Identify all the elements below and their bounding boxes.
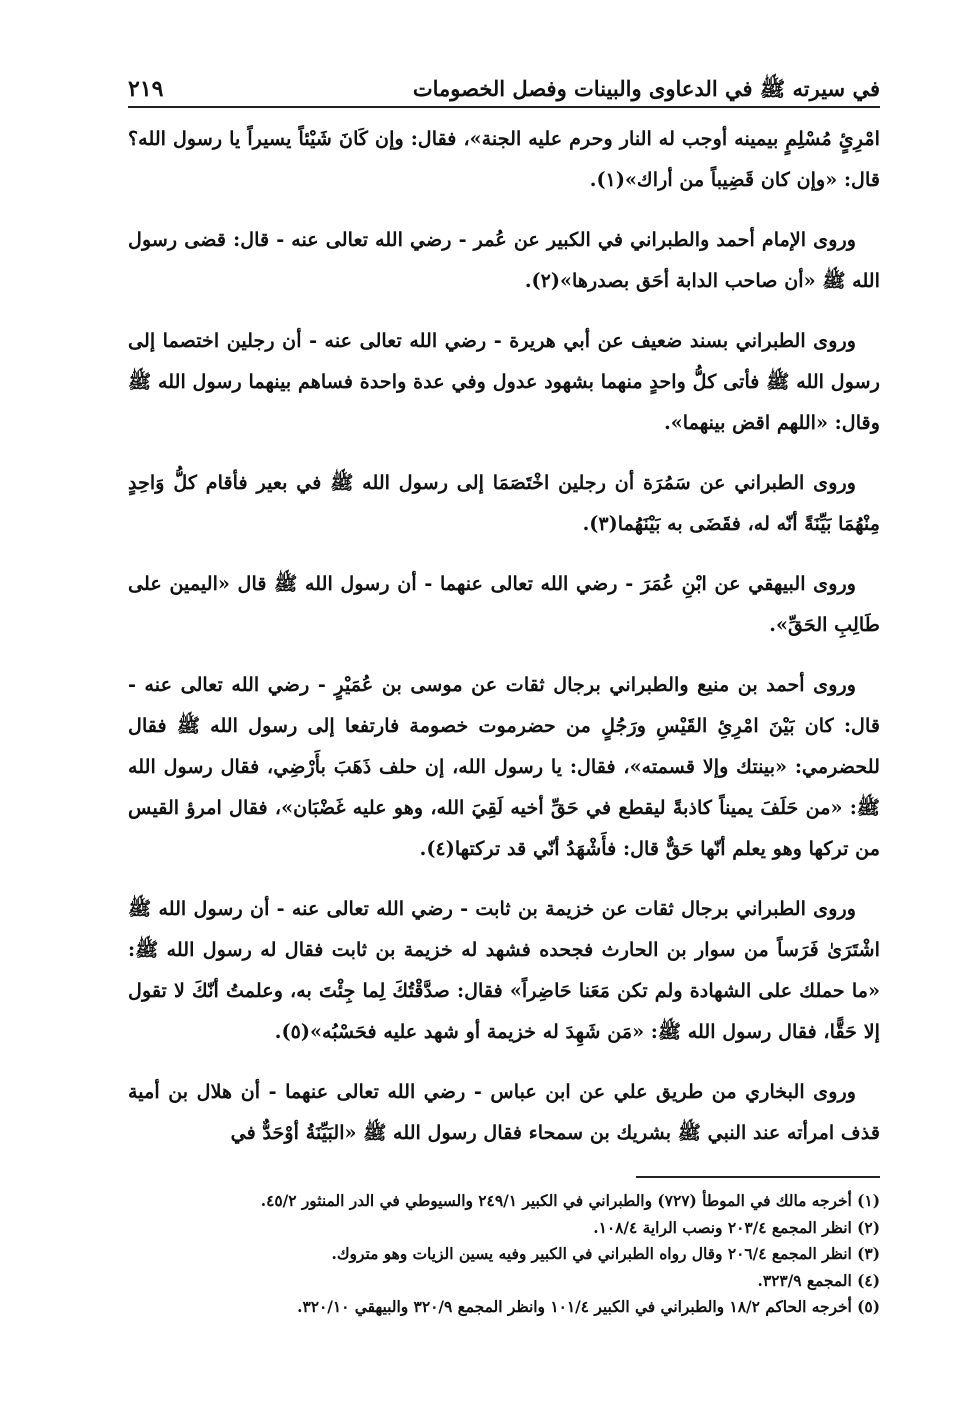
paragraph-6: وروى أحمد بن منيع والطبراني برجال ثقات عن موسى بن عُمَيْرٍ - رضي الله تعالى عنه - قال: كان بَيْنَ امْرِئِ القَيْسِ ورَجُلٍ من حضرموت خصومة فارتفعا إلى رسول الله ﷺ فقال للحضرمي: «بينتك وإلا قسمته»، فقال: يا رسول الله، إن حلف ذَهَبَ بأَرْضِي، فقال رسول الله ﷺ: «من حَلَفَ يميناً كاذبةً ليقطع في حَقِّ أخيه لَقِيَ الله، وهو عليه غَضْبَان»، فقال امرؤ القيس من تركها وهو يعلم أنّها حَقٌّ قال: فأَشْهَدُ أنّي قد تركتها(٤). — [128, 673, 880, 860]
footnote-2: (٢) انظر المجمع ٢٠٣/٤ ونصب الراية ١٠٨/٤. — [593, 1218, 880, 1237]
page-number: ٢١٩ — [128, 76, 164, 102]
footnote-3: (٣) انظر المجمع ٢٠٦/٤ وقال رواه الطبراني في الكبير وفيه يسين الزيات وهو متروك. — [331, 1245, 880, 1263]
running-title: في سيرته ﷺ في الدعاوى والبينات وفصل الخصومات — [412, 76, 880, 101]
footnote-5: (٥) أخرجه الحاكم ١٨/٢ والطبراني في الكبير ١٠١/٤ وانظر المجمع ٣٢٠/٩ والبيهقي ٣٢٠/١٠. — [297, 1298, 880, 1316]
footnote-4: (٤) المجمع ٣٢٣/٩. — [757, 1271, 880, 1290]
body-text — [128, 118, 880, 1172]
paragraph-8: وروى البخاري من طريق علي عن ابن عباس - رضي الله تعالى عنهما - أن هلال بن أمية قذف امرأته عند النبي ﷺ بشريك بن سمحاء فقال رسول الله ﷺ «البَيِّنَةُ أوْحَدٌّ في — [128, 1080, 880, 1144]
footnote-1: (١) أخرجه مالك في الموطأ (٧٢٧) والطبراني في الكبير ٢٤٩/١ والسيوطي في الدر المنثور ٤٥/٢. — [260, 1192, 880, 1210]
paragraph-3: وروى الطبراني بسند ضعيف عن أبي هريرة - رضي الله تعالى عنه - أن رجلين اختصما إلى رسول الله ﷺ فأتى كلُّ واحدٍ منهما بشهود عدول وفي عدة واحدة فساهم بينهما رسول الله ﷺ وقال: «اللهم اقض بينهما». — [128, 329, 880, 434]
paragraph-5: وروى البيهقي عن ابْنِ عُمَرَ - رضي الله تعالى عنهما - أن رسول الله ﷺ قال «اليمين على طَالِبِ الحَقِّ». — [128, 572, 880, 636]
running-header — [128, 70, 880, 104]
paragraph-1: امْرِئٍ مُسْلِمٍ بيمينه أوجب له النار وحرم عليه الجنة»، فقال: وإن كَانَ شَيْئاً يسيراً يا رسول الله؟ قال: «وإن كان قَضِيباً من أراك»(١). — [128, 127, 880, 191]
footnote-rule — [636, 1176, 880, 1178]
paragraph-4: وروى الطبراني عن سَمُرَة أن رجلين اخْتَصَمَا إلى رسول الله ﷺ في بعير فأقام كلُّ وَاحِدٍ مِنْهُمَا بَيِّنَةً أنّه له، فقَضَى به بَيْنَهُما(٣). — [128, 471, 880, 535]
paragraph-2: وروى الإمام أحمد والطبراني في الكبير عن عُمر - رضي الله تعالى عنه - قال: قضى رسول الله ﷺ «أن صاحب الدابة أحَق بصدرها»(٢). — [128, 228, 880, 292]
paragraph-7: وروى الطبراني برجال ثقات عن خزيمة بن ثابت - رضي الله تعالى عنه - أن رسول الله ﷺ اشْتَرَىٰ فَرَساً من سوار بن الحارث فجحده فشهد له خزيمة بن ثابت فقال له رسول الله ﷺ: «ما حملك على الشهادة ولم تكن مَعَنا حَاضِراً» فقال: صدَّقْتُكَ لِما جِئْتَ به، وعلمتُ أنّكَ لا تقول إلا حَقًّا، فقال رسول الله ﷺ: «مَن شَهِدَ له خزيمة أو شهد عليه فحَسْبُه»(٥). — [128, 897, 880, 1043]
footnotes — [128, 1188, 880, 1321]
header-rule — [128, 106, 880, 108]
